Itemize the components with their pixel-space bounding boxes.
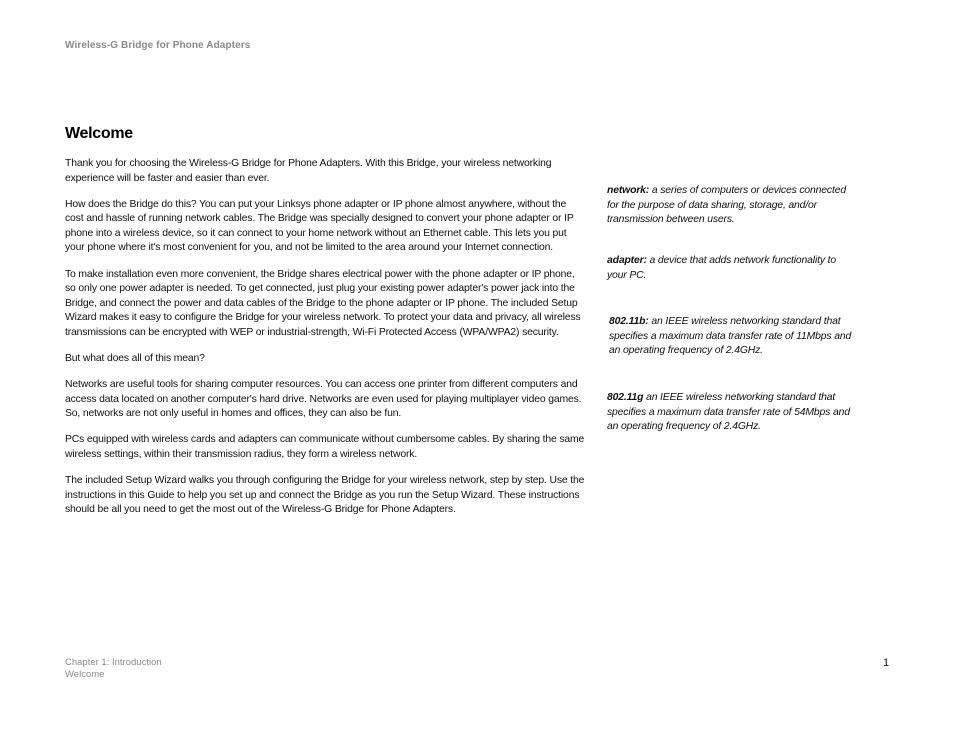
page-number: 1 xyxy=(883,657,890,669)
definition-network xyxy=(607,184,852,228)
footer-chapter: Chapter 1: Introduction xyxy=(65,657,162,668)
definition-802-11b xyxy=(609,315,854,359)
paragraph-installation: To make installation even more convenient, the Bridge shares electrical power with the phone adapter or IP phone, so only one power adapter is needed. To get connected, just plug your existing power adapter's power jack into the Bridge, and connect the power and data cables of the Bridge to the phone adapter or IP phone. The included Setup Wizard makes it easy to configure the Bridge for your wireless network. To protect your data and privacy, all wireless transmissions can be encrypted with WEP or industrial-strength, Wi-Fi Protected Access (WPA/WPA2) security. xyxy=(65,268,581,338)
definition-term: 802.11g xyxy=(607,392,644,403)
page-title: Welcome xyxy=(65,125,133,142)
definition-text: a device that adds network functionality to your PC. xyxy=(607,255,837,281)
footer-section: Welcome xyxy=(65,669,105,680)
definition-adapter xyxy=(607,254,852,283)
definition-term: adapter: xyxy=(607,255,647,266)
running-header: Wireless-G Bridge for Phone Adapters xyxy=(65,40,251,51)
paragraph-wireless: PCs equipped with wireless cards and adapters can communicate without cumbersome cables. By sharing the same wireless settings, within their transmission radius, they form a wireless network. xyxy=(65,434,585,460)
paragraph-question: But what does all of this mean? xyxy=(65,353,205,365)
definition-text: an IEEE wireless networking standard that specifies a maximum data transfer rate of 11Mbps and an operating frequency of 2.4GHz. xyxy=(609,316,852,357)
paragraph-intro: Thank you for choosing the Wireless-G Bridge for Phone Adapters. With this Bridge, your wireless networking experience will be faster and easier than ever. xyxy=(65,158,552,184)
definition-802-11g xyxy=(607,391,852,435)
paragraph-how-it-works: How does the Bridge do this? You can put your Linksys phone adapter or IP phone almost anywhere, without the cost and hassle of running network cables. The Bridge was specially designed to convert your phone adapter or IP phone into a wireless device, so it can connect to your home network without an Ethernet cable. This lets you put your phone where it's most convenient for you, and not be limited to the area around your Internet connection. xyxy=(65,198,574,254)
definition-term: network: xyxy=(607,185,650,196)
definition-term: 802.11b: xyxy=(609,316,649,327)
definition-text: an IEEE wireless networking standard that specifies a maximum data transfer rate of 54Mbps and an operating frequency of 2.4GHz. xyxy=(607,392,850,433)
definition-text: a series of computers or devices connected for the purpose of data sharing, storage, and/or transmission between users. xyxy=(607,185,846,226)
paragraph-networks: Networks are useful tools for sharing computer resources. You can access one printer from different computers and access data located on another computer's hard drive. Networks are even used for playing multiplayer video games. So, networks are not only useful in homes and offices, they can also be fun. xyxy=(65,379,582,420)
main-body xyxy=(65,157,587,529)
footer xyxy=(65,657,162,681)
paragraph-setup-wizard: The included Setup Wizard walks you through configuring the Bridge for your wireless network, step by step. Use the instructions in this Guide to help you set up and connect the Bridge as you run the Setup Wizard. These instructions should be all you need to get the most out of the Wireless-G Bridge for Phone Adapters. xyxy=(65,475,585,516)
